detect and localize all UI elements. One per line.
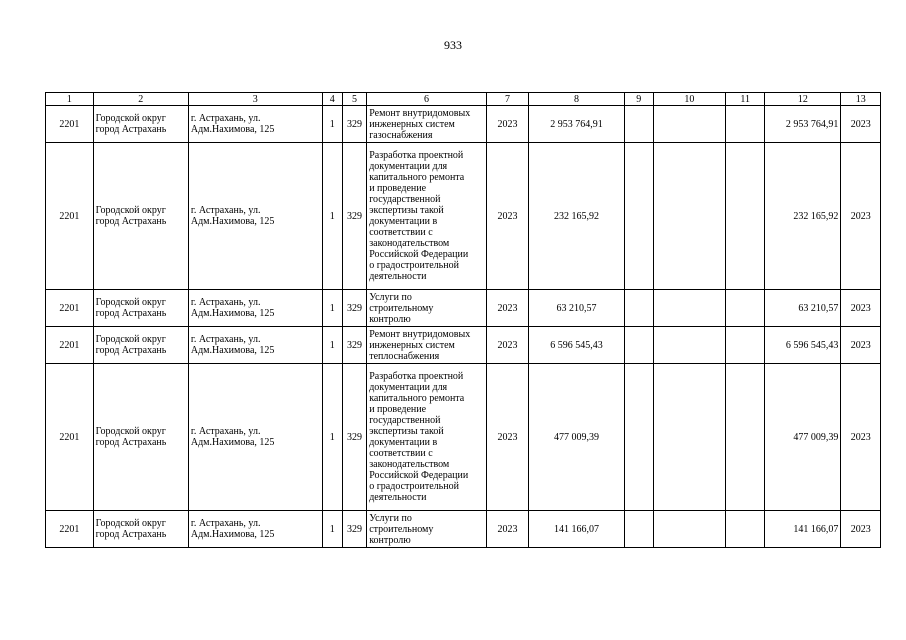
cell-text: 2023	[497, 523, 518, 535]
cell-text: 2023	[850, 431, 871, 443]
cell-text: Ремонт внутридомовых инженерных систем газоснабжения	[369, 107, 471, 141]
cell-text: 1	[329, 210, 335, 222]
column-header-3: 3	[188, 93, 322, 106]
table-cell-col-6	[367, 290, 487, 327]
table-cell-col-2	[93, 143, 188, 290]
table-cell-col-9	[624, 364, 653, 511]
cell-text: 1	[329, 118, 335, 130]
cell-text: 63 210,57	[798, 302, 839, 314]
cell-text: г. Астрахань, ул. Адм.Нахимова, 125	[190, 297, 275, 319]
table-cell-col-7	[486, 511, 529, 548]
table-header	[46, 93, 881, 106]
table-cell-col-5	[342, 143, 366, 290]
page-number: 933	[444, 38, 462, 52]
cell-text: Разработка проектной документации для капитального ремонта и проведение государственной экспертизы такой документации в соответствии с законодательством Российской Федерации о градостроительной деятельности	[369, 150, 469, 282]
cell-text: 2023	[497, 210, 518, 222]
table-cell-col-2	[93, 327, 188, 364]
table-cell-col-9	[624, 106, 653, 143]
table-cell-col-6	[367, 143, 487, 290]
table-cell-col-11	[725, 106, 765, 143]
table-cell-col-6	[367, 106, 487, 143]
table-cell-col-2	[93, 511, 188, 548]
table-cell-col-1	[46, 364, 94, 511]
table-cell-col-11	[725, 327, 765, 364]
table-cell-col-4	[322, 364, 342, 511]
cell-text: 2023	[850, 339, 871, 351]
table-cell-col-3	[188, 143, 322, 290]
table-cell-col-5	[342, 327, 366, 364]
column-header-13: 13	[841, 93, 881, 106]
table-cell-col-9	[624, 511, 653, 548]
table-cell-col-8	[529, 364, 624, 511]
table-cell-col-12	[765, 143, 841, 290]
cell-text: Городской округ город Астрахань	[95, 205, 167, 227]
table-cell-col-12	[765, 511, 841, 548]
table-cell-col-6	[367, 364, 487, 511]
cell-text: 2023	[497, 431, 518, 443]
column-header-10: 10	[653, 93, 725, 106]
table-cell-col-12	[765, 290, 841, 327]
cell-text: 1	[329, 302, 335, 314]
table-cell-col-7	[486, 106, 529, 143]
cell-text: г. Астрахань, ул. Адм.Нахимова, 125	[190, 426, 275, 448]
table-cell-col-8	[529, 290, 624, 327]
cell-text: Городской округ город Астрахань	[95, 334, 167, 356]
column-header-8: 8	[529, 93, 624, 106]
cell-text: 2 953 764,91	[785, 118, 839, 130]
cell-text: 477 009,39	[553, 431, 599, 443]
table-cell-col-5	[342, 106, 366, 143]
table-cell-col-1	[46, 327, 94, 364]
cell-text: Городской округ город Астрахань	[95, 297, 167, 319]
cell-text: 141 166,07	[793, 523, 839, 535]
column-header-12: 12	[765, 93, 841, 106]
cell-text: 6 596 545,43	[785, 339, 839, 351]
table-cell-col-5	[342, 364, 366, 511]
data-table	[45, 92, 881, 548]
table-cell-col-12	[765, 106, 841, 143]
table-cell-col-2	[93, 364, 188, 511]
table-cell-col-1	[46, 290, 94, 327]
cell-text: 2201	[59, 523, 80, 535]
table-cell-col-8	[529, 106, 624, 143]
column-header-2: 2	[93, 93, 188, 106]
table-row	[46, 511, 881, 548]
table-cell-col-8	[529, 327, 624, 364]
column-header-1: 1	[46, 93, 94, 106]
cell-text: 329	[347, 339, 363, 351]
cell-text: 2023	[497, 302, 518, 314]
cell-text: 141 166,07	[553, 523, 599, 535]
table-cell-col-9	[624, 290, 653, 327]
cell-text: 2201	[59, 302, 80, 314]
table-cell-col-10	[653, 290, 725, 327]
table-cell-col-10	[653, 364, 725, 511]
table-cell-col-9	[624, 327, 653, 364]
table-cell-col-11	[725, 143, 765, 290]
table-cell-col-6	[367, 327, 487, 364]
cell-text: 2023	[850, 523, 871, 535]
table-row	[46, 290, 881, 327]
table-cell-col-10	[653, 327, 725, 364]
cell-text: 329	[347, 210, 363, 222]
cell-text: 2201	[59, 431, 80, 443]
table-cell-col-3	[188, 511, 322, 548]
cell-text: 2 953 764,91	[550, 118, 603, 130]
cell-text: 1	[329, 431, 335, 443]
cell-text: г. Астрахань, ул. Адм.Нахимова, 125	[190, 113, 275, 135]
column-header-7: 7	[486, 93, 529, 106]
cell-text: 329	[347, 118, 363, 130]
table-cell-col-11	[725, 511, 765, 548]
cell-text: 1	[329, 339, 335, 351]
cell-text: Городской округ город Астрахань	[95, 426, 167, 448]
table-cell-col-10	[653, 143, 725, 290]
table-cell-col-3	[188, 106, 322, 143]
cell-text: Городской округ город Астрахань	[95, 113, 167, 135]
table-cell-col-11	[725, 290, 765, 327]
cell-text: 329	[347, 302, 363, 314]
column-header-4: 4	[322, 93, 342, 106]
cell-text: г. Астрахань, ул. Адм.Нахимова, 125	[190, 334, 275, 356]
table-row	[46, 106, 881, 143]
cell-text: г. Астрахань, ул. Адм.Нахимова, 125	[190, 205, 275, 227]
table-row	[46, 143, 881, 290]
header-row	[46, 93, 881, 106]
cell-text: 2023	[850, 118, 871, 130]
cell-text: 63 210,57	[556, 302, 597, 314]
table-cell-col-4	[322, 106, 342, 143]
cell-text: 2023	[497, 339, 518, 351]
cell-text: Городской округ город Астрахань	[95, 518, 167, 540]
table-cell-col-7	[486, 327, 529, 364]
table-cell-col-8	[529, 143, 624, 290]
cell-text: 232 165,92	[553, 210, 599, 222]
table-cell-col-13	[841, 511, 881, 548]
table-cell-col-1	[46, 511, 94, 548]
cell-text: 6 596 545,43	[550, 339, 603, 351]
table-cell-col-10	[653, 106, 725, 143]
cell-text: 2023	[497, 118, 518, 130]
cell-text: г. Астрахань, ул. Адм.Нахимова, 125	[190, 518, 275, 540]
table-cell-col-10	[653, 511, 725, 548]
table-cell-col-5	[342, 511, 366, 548]
cell-text: 2201	[59, 118, 80, 130]
table-cell-col-5	[342, 290, 366, 327]
table-cell-col-4	[322, 290, 342, 327]
table-cell-col-13	[841, 290, 881, 327]
cell-text: 2201	[59, 339, 80, 351]
table-cell-col-9	[624, 143, 653, 290]
cell-text: Услуги по строительному контролю	[369, 291, 434, 325]
table-cell-col-7	[486, 364, 529, 511]
cell-text: 2023	[850, 210, 871, 222]
column-header-6: 6	[367, 93, 487, 106]
cell-text: Услуги по строительному контролю	[369, 512, 434, 546]
table-cell-col-2	[93, 106, 188, 143]
table-cell-col-8	[529, 511, 624, 548]
table-cell-col-13	[841, 106, 881, 143]
table-cell-col-3	[188, 290, 322, 327]
table-cell-col-13	[841, 143, 881, 290]
cell-text: 232 165,92	[793, 210, 839, 222]
table-row	[46, 364, 881, 511]
table-cell-col-12	[765, 327, 841, 364]
table-cell-col-7	[486, 290, 529, 327]
table-cell-col-7	[486, 143, 529, 290]
cell-text: 2023	[850, 302, 871, 314]
table-cell-col-13	[841, 364, 881, 511]
column-header-11: 11	[725, 93, 765, 106]
table-cell-col-4	[322, 327, 342, 364]
table-cell-col-6	[367, 511, 487, 548]
table-cell-col-1	[46, 143, 94, 290]
table-cell-col-3	[188, 327, 322, 364]
table-cell-col-11	[725, 364, 765, 511]
cell-text: Разработка проектной документации для капитального ремонта и проведение государственной экспертизы такой документации в соответствии с законодательством Российской Федерации о градостроительной деятельности	[369, 371, 469, 503]
cell-text: 329	[347, 431, 363, 443]
table-cell-col-12	[765, 364, 841, 511]
table-cell-col-13	[841, 327, 881, 364]
cell-text: 477 009,39	[793, 431, 839, 443]
table-cell-col-4	[322, 143, 342, 290]
table-cell-col-3	[188, 364, 322, 511]
table-cell-col-2	[93, 290, 188, 327]
cell-text: 2201	[59, 210, 80, 222]
cell-text: 1	[329, 523, 335, 535]
column-header-9: 9	[624, 93, 653, 106]
table-cell-col-1	[46, 106, 94, 143]
cell-text: 329	[347, 523, 363, 535]
table-cell-col-4	[322, 511, 342, 548]
cell-text: Ремонт внутридомовых инженерных систем теплоснабжения	[369, 328, 471, 362]
column-header-5: 5	[342, 93, 366, 106]
table-row	[46, 327, 881, 364]
table-body	[46, 106, 881, 548]
